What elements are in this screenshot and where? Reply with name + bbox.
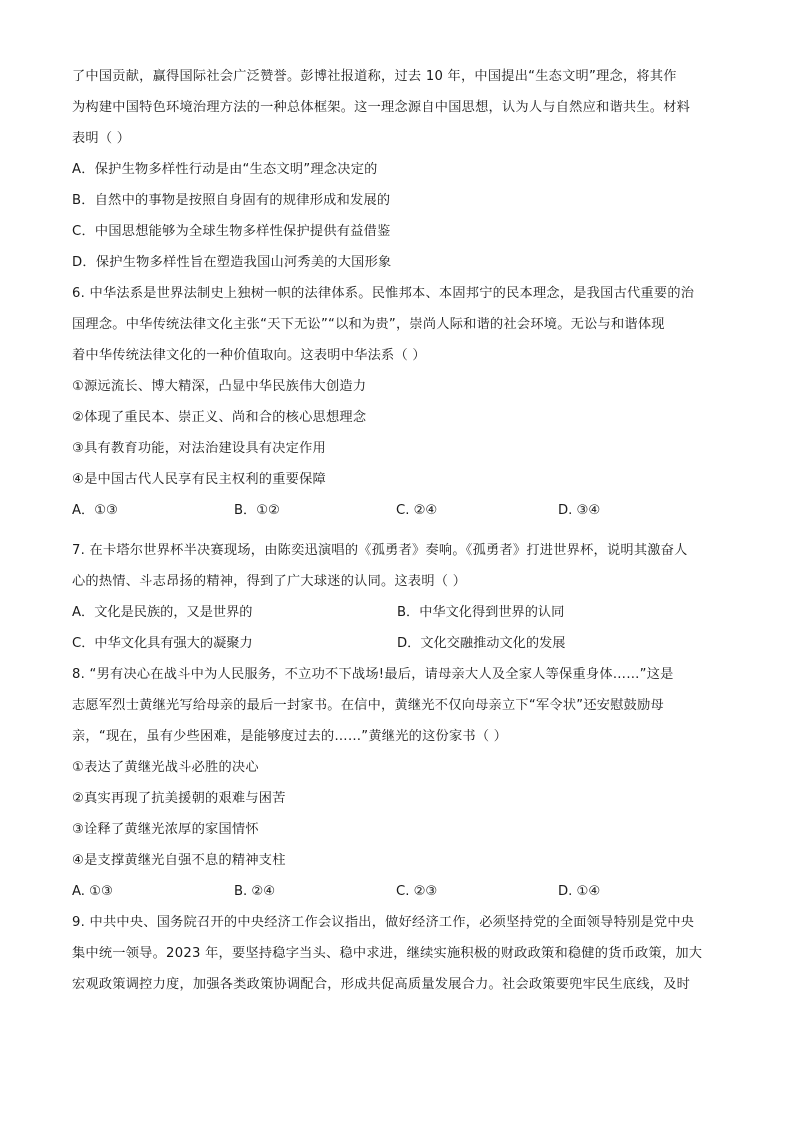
- question-5-options: [72, 154, 754, 278]
- stem-line: 表明（ ）: [72, 131, 131, 146]
- stem-line: 亲，“现在，虽有少些困难，是能够度过去的……”黄继光的这份家书（ ）: [72, 729, 508, 744]
- statement-1: ①源远流长、博大精深，凸显中华民族伟大创造力: [72, 379, 367, 394]
- statement-4: ④是支撑黄继光自强不息的精神支柱: [72, 853, 286, 868]
- stem-line: 着中华传统法律文化的一种价值取向。这表明中华法系（ ）: [72, 348, 426, 363]
- stem-line: 宏观政策调控力度，加强各类政策协调配合，形成共促高质量发展合力。社会政策要兜牢民生底线，及时: [72, 977, 691, 992]
- option-b[interactable]: B．自然中的事物是按照自身固有的规律形成和发展的: [72, 193, 391, 208]
- stem-line: 6. 中华法系是世界法制史上独树一帜的法律体系。民惟邦本、本固邦宁的民本理念，是我国古代重要的治: [72, 286, 695, 301]
- option-c[interactable]: C. ②③: [396, 884, 438, 899]
- statement-3: ③具有教育功能，对法治建设具有决定作用: [72, 441, 326, 456]
- statement-3: ③诠释了黄继光浓厚的家国情怀: [72, 822, 259, 837]
- stem-line: 志愿军烈士黄继光写给母亲的最后一封家书。在信中，黄继光不仅向母亲立下“军令状”还安慰鼓励母: [72, 698, 664, 713]
- statement-4: ④是中国古代人民享有民主权利的重要保障: [72, 472, 326, 487]
- option-b[interactable]: B. ②④: [234, 884, 276, 899]
- option-a[interactable]: A．文化是民族的，又是世界的: [72, 605, 253, 620]
- question-6-stem: [72, 278, 754, 371]
- stem-line: 7. 在卡塔尔世界杯半决赛现场，由陈奕迅演唱的《孤勇者》奏响。《孤勇者》打进世界杯，说明其激奋人: [72, 543, 688, 558]
- option-d[interactable]: D．文化交融推动文化的发展: [397, 636, 566, 651]
- option-d[interactable]: D. ①④: [558, 884, 601, 899]
- stem-line: 了中国贡献，赢得国际社会广泛赞誉。彭博社报道称，过去 10 年，中国提出“生态文明”理念，将其作: [72, 69, 677, 84]
- stem-line: 心的热情、斗志昂扬的精神，得到了广大球迷的认同。这表明（ ）: [72, 574, 467, 589]
- option-d[interactable]: D．保护生物多样性旨在塑造我国山河秀美的大国形象: [72, 255, 392, 270]
- question-spacer: [72, 526, 754, 535]
- question-8-options: [72, 876, 754, 907]
- question-6-statements: [72, 371, 754, 495]
- option-b[interactable]: B．中华文化得到世界的认同: [397, 605, 565, 620]
- option-c[interactable]: C．中华文化具有强大的凝聚力: [72, 636, 253, 651]
- option-b[interactable]: B．①②: [234, 503, 280, 518]
- question-9-stem: [72, 907, 754, 1000]
- question-8-statements: [72, 752, 754, 876]
- option-a[interactable]: A．保护生物多样性行动是由“生态文明”理念决定的: [72, 162, 378, 177]
- option-c[interactable]: C．中国思想能够为全球生物多样性保护提供有益借鉴: [72, 224, 391, 239]
- question-7-options-row-1: [72, 597, 754, 628]
- question-5-stem: [72, 61, 754, 154]
- question-6-options: [72, 495, 754, 526]
- stem-line: 8. “男有决心在战斗中为人民服务，不立功不下战场!最后，请母亲大人及全家人等保重身体……”这是: [72, 667, 674, 682]
- statement-1: ①表达了黄继光战斗必胜的决心: [72, 760, 259, 775]
- stem-line: 国理念。中华传统法律文化主张“天下无讼”“以和为贵”，崇尚人际和谐的社会环境。无讼与和谐体现: [72, 317, 665, 332]
- stem-line: 为构建中国特色环境治理方法的一种总体框架。这一理念源自中国思想，认为人与自然应和谐共生。材料: [72, 100, 691, 115]
- question-7-stem: [72, 535, 754, 597]
- statement-2: ②体现了重民本、崇正义、尚和合的核心思想理念: [72, 410, 367, 425]
- option-a[interactable]: A. ①③: [72, 884, 113, 899]
- option-d[interactable]: D. ③④: [558, 503, 601, 518]
- statement-2: ②真实再现了抗美援朝的艰难与困苦: [72, 791, 286, 806]
- stem-line: 集中统一领导。2023 年，要坚持稳字当头、稳中求进，继续实施积极的财政政策和稳健的货币政策，加大: [72, 946, 703, 961]
- question-8-stem: [72, 659, 754, 752]
- option-c[interactable]: C. ②④: [396, 503, 438, 518]
- question-7-options-row-2: [72, 628, 754, 659]
- option-a[interactable]: A．①③: [72, 503, 118, 518]
- stem-line: 9. 中共中央、国务院召开的中央经济工作会议指出，做好经济工作，必须坚持党的全面领导特别是党中央: [72, 915, 695, 930]
